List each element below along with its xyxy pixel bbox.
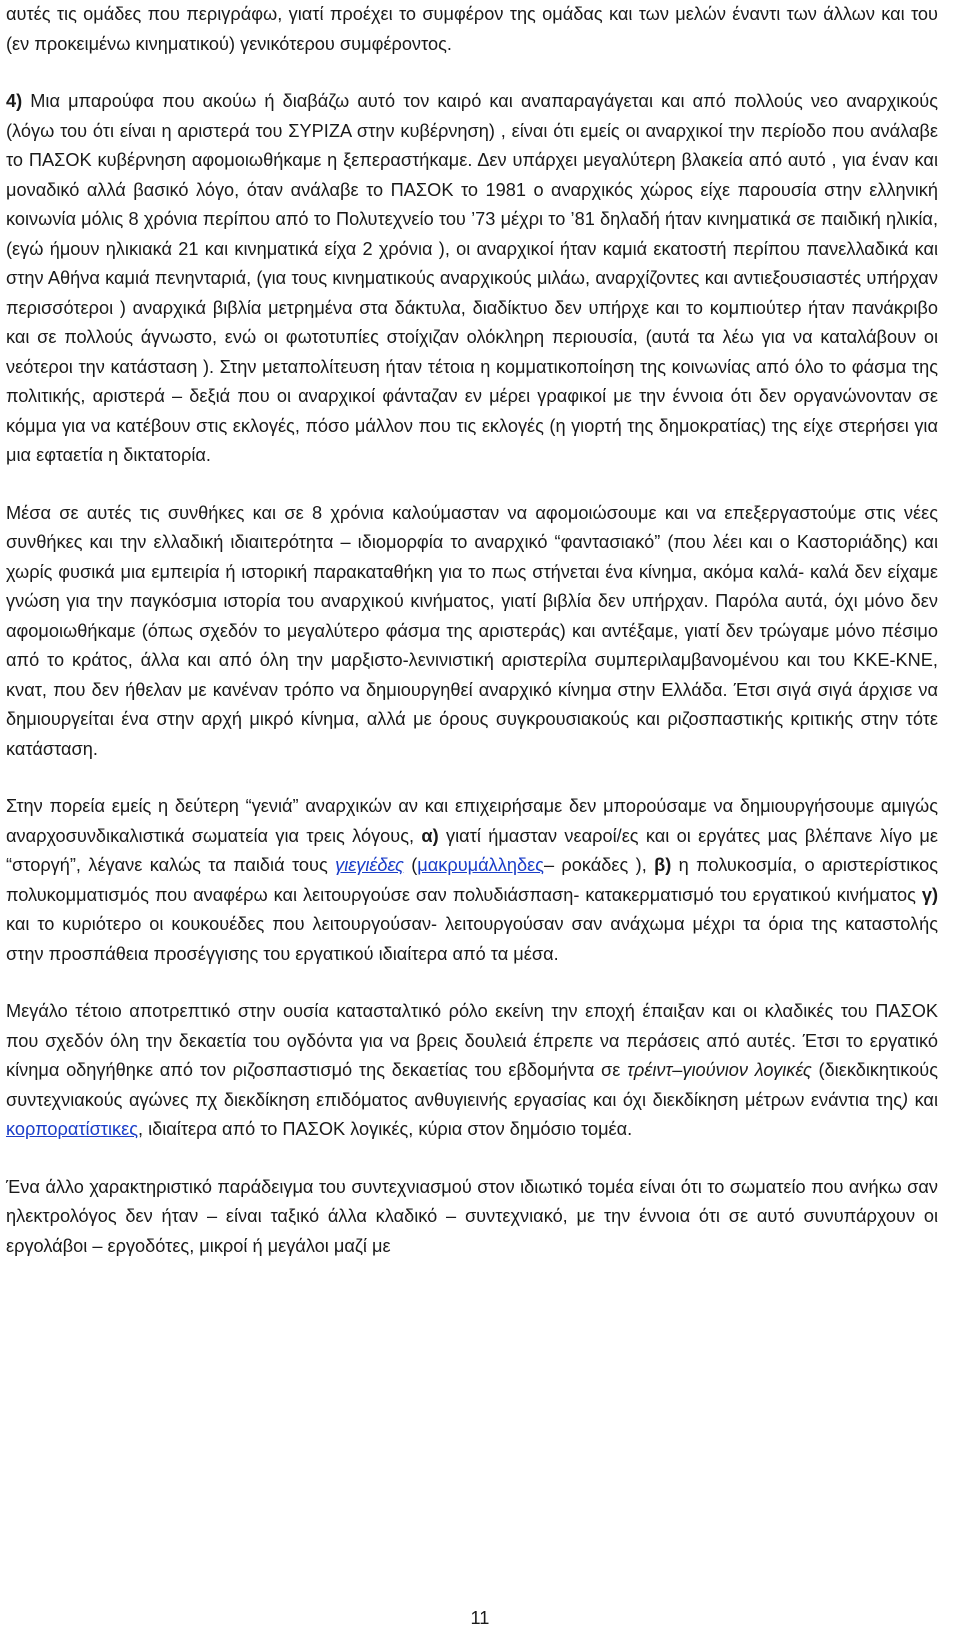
link-gieyiedes[interactable]: γιεγιέδες — [335, 855, 404, 875]
paragraph-1 — [6, 87, 938, 471]
italic-text: ) — [902, 1089, 909, 1110]
paragraph-text: , ιδιαίτερα από το ΠΑΣΟΚ λογικές, κύρια στον δημόσιο τομέα. — [137, 1119, 633, 1139]
paragraph-3 — [6, 792, 938, 969]
page-number: 11 — [470, 1608, 490, 1628]
paragraph-text: Στην πορεία εμείς η δεύτερη “γενιά” αναρχικών αν και επιχειρήσαμε δεν μπορούσαμε να δημιουργήσουμε αμιγώς αναρχοσυνδικαλιστικά σωματεία για τρεις λόγους, — [6, 796, 938, 846]
paragraph-text: ( — [403, 855, 418, 875]
paragraph-text: και — [908, 1089, 938, 1110]
paragraph-5: Ένα άλλο χαρακτηριστικό παράδειγμα του συντεχνιασμού στον ιδιωτικό τομέα είναι ότι το σωματείο που ανήκω σαν ηλεκτρολόγος δεν ήταν – είναι ταξικό άλλα κλαδικό – συντεχνιακό, με την έννοια ότι σε αυτό συνυπάρχουν οι εργολάβοι – εργοδότες, μικροί ή μεγάλοι μαζί με — [6, 1176, 938, 1256]
paragraph-0: αυτές τις ομάδες που περιγράφω, γιατί προέχει το συμφέρον της ομάδας και των μελών έναντι των άλλων και του (εν προκειμένω κινηματικού) γενικότερου συμφέροντος. — [6, 4, 938, 54]
paragraph-text: Μια μπαρούφα που ακούω ή διαβάζω αυτό τον καιρό και αναπαραγάγεται και από πολλούς νεο αναρχικούς (λόγω του ότι είναι η αριστερά του ΣΥΡΙΖΑ στην κυβέρνηση) , είναι ότι εμείς οι αναρχικοί την περίοδο που ανάλαβε το ΠΑΣΟΚ κυβέρνηση αφομοιωθήκαμε η ξεπεραστήκαμε. Δεν υπάρχει μεγαλύτερη βλακεία από αυτό , για έναν και μοναδικό αλλά βασικό λόγο, όταν ανάλαβε το ΠΑΣΟΚ το 1981 ο αναρχικός χώρος είχε παρουσία στην ελληνική κοινωνία μόλις 8 χρόνια περίπου από το Πολυτεχνείο του ’73 μέχρι το ’81 δηλαδή ήταν κινηματικά σε παιδική ηλικία, (εγώ ήμουν ηλικιακά 21 και κινηματικά είχα 2 χρόνια ), οι αναρχικοί ήταν καμιά εκατοστή περίπου πανελλαδικά και στην Αθήνα καμιά πενηνταριά, (για τους κινηματικούς αναρχικούς μιλάω, αναρχίζοντες και αντιεξουσιαστές υπήρχαν περισσότεροι ) αναρχικά βιβλία μετρημένα στα δάκτυλα, διαδίκτυο δεν υπήρχε και το κομπιούτερ ήταν πανάκριβο και σε πολλούς άγνωστο, ενώ οι φωτοτυπίες στοίχιζαν ολόκληρη περιουσία, (αυτά τα λέω για να καταλάβουν οι νεότεροι την κατάσταση ). Στην μεταπολίτευση ήταν τέτοια η κομματικοποίηση της κοινωνίας από όλο το φάσμα της πολιτικής, αριστερά – δεξιά που οι αναρχικοί φάνταζαν εν μέρει γραφικοί με την έννοια ότι δεν οργανώνονταν σε κόμμα για να κατέβουν στις εκλογές, πόσο μάλλον που τις εκλογές (η γιορτή της δημοκρατίας) της είχε στερήσει για μια εφταετία η δικτατορία. — [6, 91, 938, 465]
paragraph-text: (διεκδικητικούς συντεχνιακούς αγώνες πχ διεκδίκηση επιδόματος ανθυγιεινής εργασίας και όχι διεκδίκηση μέτρων ενάντια της — [6, 1060, 938, 1110]
point-marker: γ) — [921, 884, 938, 905]
point-marker: β) — [654, 855, 672, 875]
point-marker: α) — [421, 825, 439, 846]
paragraph-text: Μεγάλο τέτοιο αποτρεπτικό στην ουσία κατασταλτικό ρόλο εκείνη την εποχή έπαιξαν και οι κλαδικές του ΠΑΣΟΚ που σχεδόν όλη την δεκαετία του ογδόντα για να βρεις δουλειά έπρεπε να περάσεις από αυτές. Έτσι το εργατικό κίνημα οδηγήθηκε από τον ριζοσπαστισμό της δεκαετίας του εβδομήντα σε — [6, 1001, 938, 1080]
paragraph-text: η πολυκοσμία, ο αριστερίστικος πολυκομματισμός που αναφέρω και λειτουργούσε σαν πολυδιάσπαση- κατακερματισμό του εργατικού κινήματος — [6, 855, 938, 905]
paragraph-4 — [6, 997, 938, 1145]
paragraph-text: και το κυριότερο οι κουκουέδες που λειτουργούσαν- λειτουργούσαν σαν ανάχωμα μέχρι τα όρια της καταστολής στην προσπάθεια προσέγγισης του εργατικού ιδιαίτερα από τα μέσα. — [6, 914, 938, 964]
italic-text: τρέιντ–γιούνιον λογικές — [627, 1060, 812, 1080]
paragraph-2: Μέσα σε αυτές τις συνθήκες και σε 8 χρόνια καλούμασταν να αφομοιώσουμε και να επεξεργαστούμε στις νέες συνθήκες και την ελλαδική ιδιαιτερότητα – ιδιομορφία το αναρχικό “φαντασιακό” (που λέει και ο Καστοριάδης) και χωρίς φυσικά μια εμπειρία ή ιστορική παρακαταθήκη για το πως στήνεται ένα κίνημα, ακόμα καλά- καλά δεν είχαμε γνώση για την παγκόσμια ιστορία του αναρχικού κινήματος, γιατί βιβλία δεν υπήρχαν. Παρόλα αυτά, όχι μόνο δεν αφομοιωθήκαμε (όπως σχεδόν το μεγαλύτερο φάσμα της αριστεράς) και αντέξαμε, γιατί δεν τρώγαμε μόνο πέσιμο από το κράτος, άλλα και από όλη την μαρξιστο-λενινιστική αριστερίλα συμπεριλαμβανομένου και του ΚΚΕ-ΚΝΕ, κνατ, που δεν ήθελαν με κανέναν τρόπο να δημιουργηθεί αναρχικό κίνημα στην Ελλάδα. Έτσι σιγά σιγά άρχισε να δημιουργείται ένα στην αρχή μικρό κίνημα, αλλά με όρους συγκρουσιακούς και ριζοσπαστικής κριτικής στην τότε κατάσταση. — [6, 502, 938, 759]
paragraph-text: γιατί ήμασταν νεαροί/ες και οι εργάτες μας βλέπανε λίγο με “στοργή”, λέγανε καλώς τα παιδιά τους — [6, 825, 939, 875]
point-marker: 4) — [6, 91, 23, 111]
link-korporatistikes[interactable]: κορπορατίστικες — [6, 1119, 138, 1139]
paragraph-text: – ροκάδες ), — [543, 855, 655, 875]
link-makrymallides[interactable]: μακρυμάλληδες — [417, 855, 544, 875]
